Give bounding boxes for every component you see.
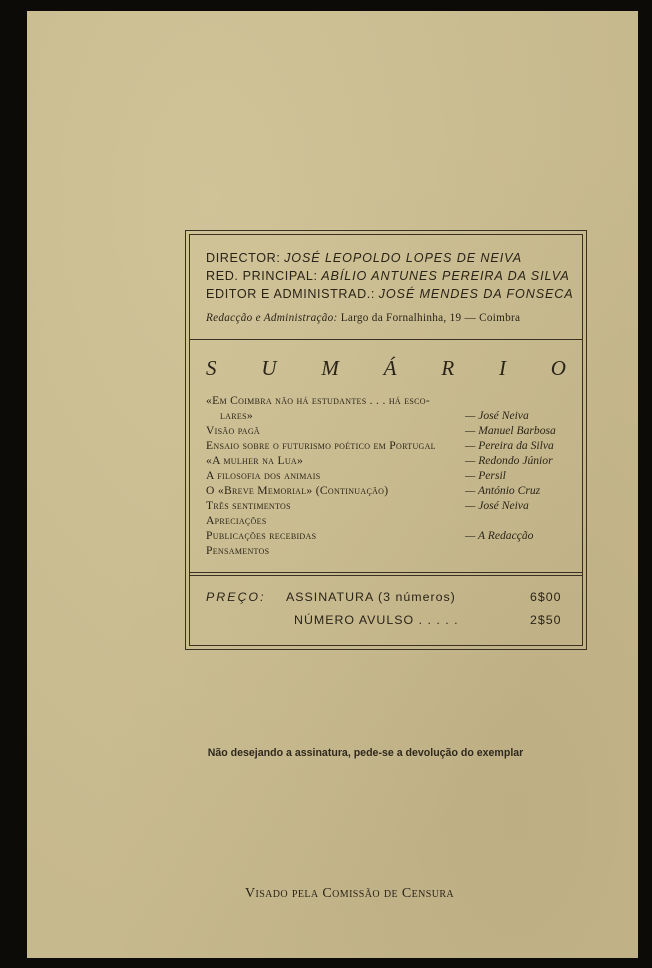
sumario-letter: S — [206, 356, 217, 380]
editor-line — [206, 286, 574, 302]
toc-title: Três sentimentos — [206, 499, 291, 512]
toc-title: Apreciações — [206, 514, 267, 527]
toc-row — [206, 499, 566, 513]
toc-author: — Redondo Júnior — [465, 454, 553, 467]
subscription-value-line — [530, 590, 562, 604]
toc-author: — Pereira da Silva — [465, 439, 554, 452]
single-issue-line — [294, 613, 459, 627]
address-text: Largo da Fornalhinha, 19 — Coimbra — [340, 312, 521, 324]
director-name: JOSÉ LEOPOLDO LOPES DE NEIVA — [284, 251, 523, 265]
toc-title: Visão pagã — [206, 424, 260, 437]
subscription-line — [286, 590, 456, 604]
price-subscription-line — [206, 590, 266, 604]
sumario-letter: R — [441, 356, 455, 380]
toc-row — [206, 394, 566, 408]
toc-author: — A Redacção — [465, 529, 534, 542]
subscription-value: 6$00 — [530, 590, 562, 604]
contents-frame — [185, 230, 587, 650]
toc-author: — António Cruz — [465, 484, 541, 497]
toc-title: O «Breve Memorial» (Continuação) — [206, 484, 389, 497]
sumario-letter: Á — [383, 356, 397, 380]
contents-frame-inner — [189, 234, 583, 646]
toc-row — [206, 439, 566, 453]
masthead-separator — [190, 339, 582, 340]
toc-title: «A mulher na Lua» — [206, 454, 304, 467]
editor-label: EDITOR E ADMINISTRAD.: — [206, 287, 376, 301]
toc-row — [206, 484, 566, 498]
sumario-letter: I — [498, 356, 506, 380]
toc-title: Publicações recebidas — [206, 529, 317, 542]
toc-row — [206, 529, 566, 543]
sumario-letter: O — [550, 356, 566, 380]
toc-row — [206, 424, 566, 438]
sumario-letter: U — [261, 356, 277, 380]
toc-title: Pensamentos — [206, 544, 270, 557]
toc-row — [206, 514, 566, 528]
red-principal-name: ABÍLIO ANTUNES PEREIRA DA SILVA — [321, 269, 570, 283]
contents-separator — [190, 572, 582, 576]
return-notice: Não desejando a assinatura, pede-se a devolução do exemplar — [207, 747, 524, 759]
price-label: PREÇO: — [206, 590, 266, 604]
magazine-back-cover — [27, 11, 638, 958]
toc-title: A filosofia dos animais — [206, 469, 321, 482]
toc-author: — Persil — [465, 469, 506, 482]
address-line — [206, 312, 520, 324]
toc-title: Ensaio sobre o futurismo poético em Portugal — [206, 439, 436, 452]
toc-row — [206, 469, 566, 483]
toc-row — [206, 544, 566, 558]
censorship-stamp: Visado pela Comissão de Censura — [244, 886, 455, 901]
sumario-heading — [206, 356, 566, 381]
toc-row — [206, 454, 566, 468]
director-label: DIRECTOR: — [206, 251, 281, 265]
toc-author: — Manuel Barbosa — [465, 424, 556, 437]
toc-author: — José Neiva — [465, 499, 529, 512]
director-line — [206, 250, 522, 266]
red-principal-label: RED. PRINCIPAL: — [206, 269, 318, 283]
single-issue-value: 2$50 — [530, 613, 562, 627]
editor-name: JOSÉ MENDES DA FONSECA — [378, 287, 574, 301]
toc-title: «Em Coimbra não há estudantes . . . há esco- — [206, 394, 431, 407]
red-principal-line — [206, 268, 570, 284]
address-label: Redacção e Administração: — [206, 312, 338, 324]
single-issue-label: NÚMERO AVULSO . . . . . — [294, 613, 459, 627]
toc-title: lares» — [220, 409, 253, 422]
subscription-label: ASSINATURA (3 números) — [286, 590, 456, 604]
sumario-letter: M — [321, 356, 339, 380]
single-issue-value-line — [530, 613, 562, 627]
toc-row — [206, 409, 566, 423]
toc-author: — José Neiva — [465, 409, 529, 422]
